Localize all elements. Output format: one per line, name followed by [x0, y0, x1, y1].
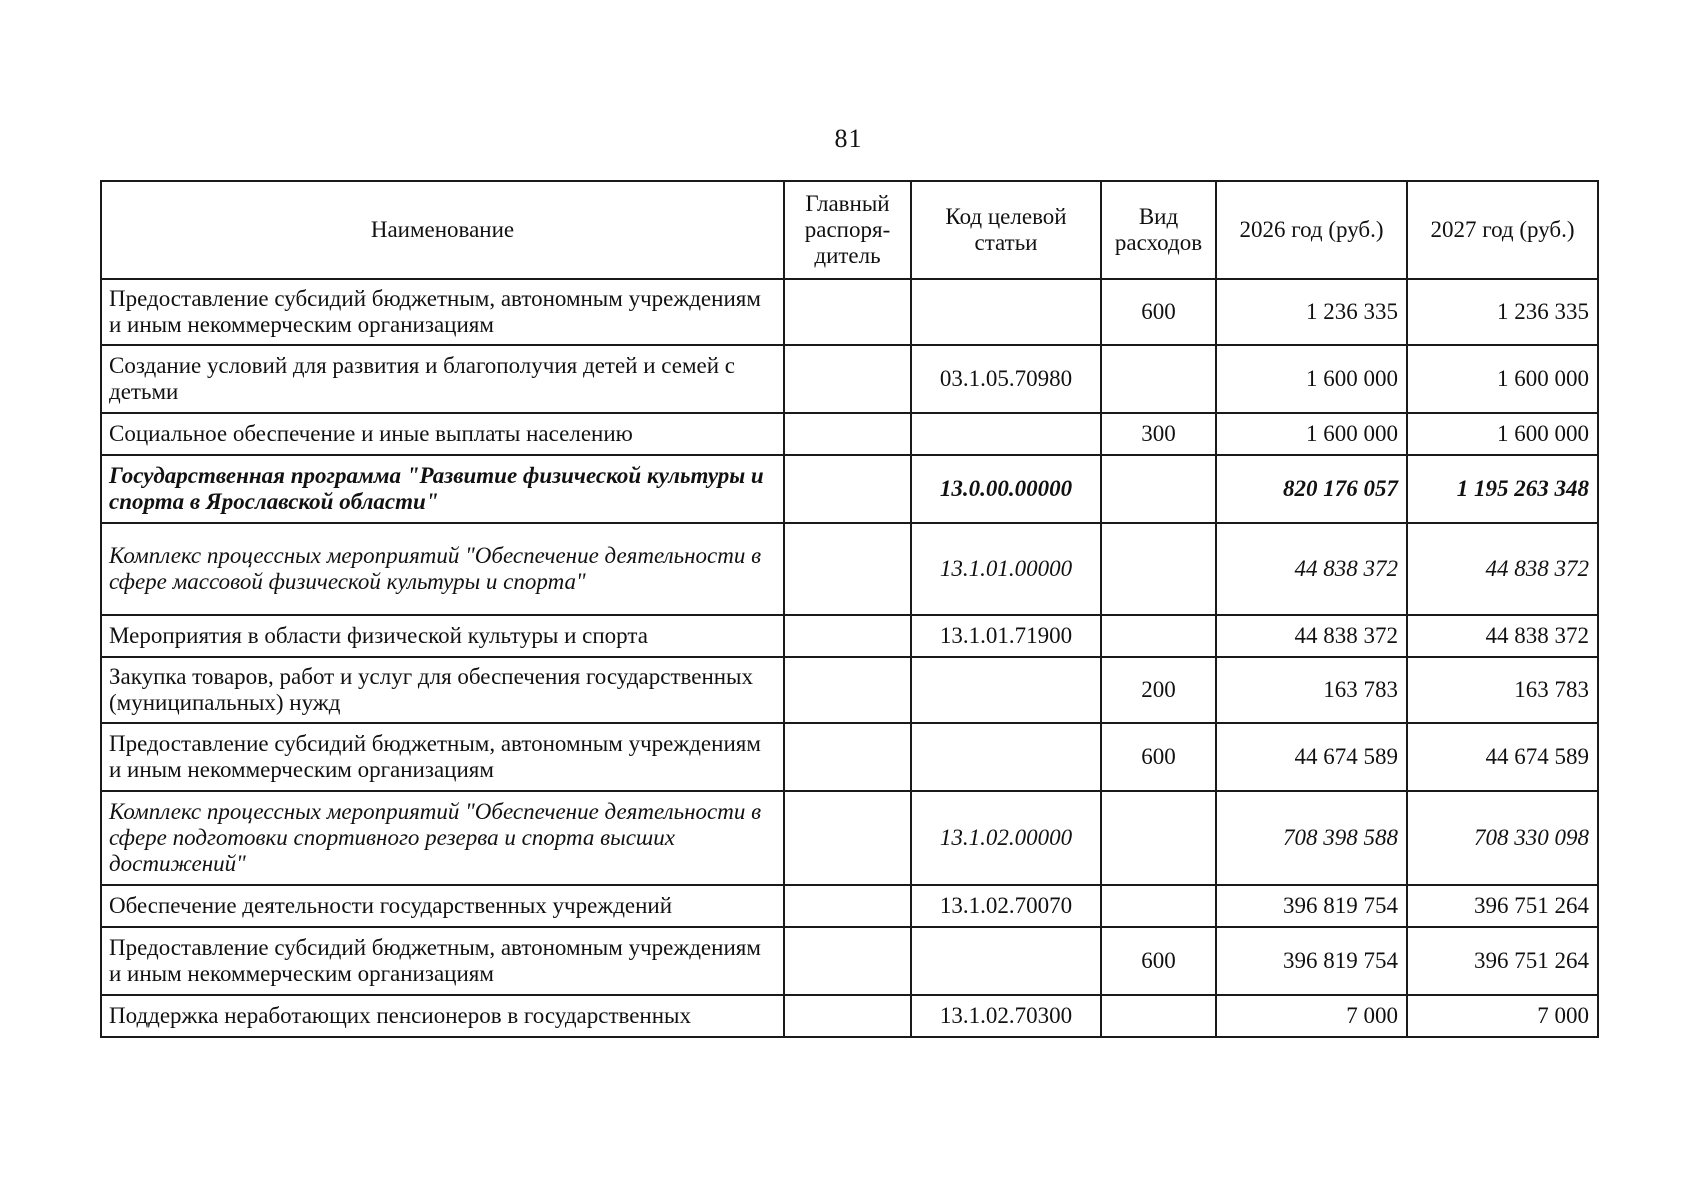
cell-name: Закупка товаров, работ и услуг для обеспечения государственных (муниципальных) нужд: [101, 657, 784, 723]
cell-name: Комплекс процессных мероприятий "Обеспечение деятельности в сфере массовой физической культуры и спорта": [101, 523, 784, 615]
cell-name: Государственная программа "Развитие физической культуры и спорта в Ярославской области": [101, 455, 784, 523]
budget-table: [100, 180, 1599, 1038]
cell-chief-administrator: [784, 927, 911, 995]
cell-year-2026: 44 838 372: [1216, 615, 1407, 657]
cell-year-2027: 1 195 263 348: [1407, 455, 1598, 523]
cell-year-2027: 1 236 335: [1407, 279, 1598, 345]
cell-expense-type: [1101, 455, 1216, 523]
cell-expense-type: 300: [1101, 413, 1216, 455]
header-name: Наименование: [101, 181, 784, 279]
cell-target-code: 13.0.00.00000: [911, 455, 1101, 523]
cell-expense-type: 600: [1101, 723, 1216, 791]
table-row: [101, 927, 1598, 995]
cell-target-code: [911, 657, 1101, 723]
cell-year-2027: 44 838 372: [1407, 523, 1598, 615]
cell-year-2027: 1 600 000: [1407, 345, 1598, 413]
cell-name: Создание условий для развития и благополучия детей и семей с детьми: [101, 345, 784, 413]
cell-year-2027: 44 838 372: [1407, 615, 1598, 657]
cell-chief-administrator: [784, 723, 911, 791]
cell-year-2026: 820 176 057: [1216, 455, 1407, 523]
cell-expense-type: [1101, 615, 1216, 657]
cell-expense-type: [1101, 885, 1216, 927]
table-row: [101, 657, 1598, 723]
header-expense-type: Вид расходов: [1101, 181, 1216, 279]
cell-year-2027: 163 783: [1407, 657, 1598, 723]
table-row: [101, 413, 1598, 455]
cell-expense-type: 600: [1101, 927, 1216, 995]
header-target-code: Код целевой статьи: [911, 181, 1101, 279]
cell-year-2026: 1 600 000: [1216, 413, 1407, 455]
cell-chief-administrator: [784, 345, 911, 413]
cell-chief-administrator: [784, 791, 911, 885]
table-row: [101, 345, 1598, 413]
cell-name: Мероприятия в области физической культуры и спорта: [101, 615, 784, 657]
cell-expense-type: [1101, 345, 1216, 413]
cell-target-code: [911, 927, 1101, 995]
table-header-row: [101, 181, 1598, 279]
cell-target-code: 03.1.05.70980: [911, 345, 1101, 413]
cell-expense-type: 200: [1101, 657, 1216, 723]
cell-name: Комплекс процессных мероприятий "Обеспечение деятельности в сфере подготовки спортивного резерва и спорта высших достижений": [101, 791, 784, 885]
table-row: [101, 279, 1598, 345]
cell-target-code: 13.1.02.70070: [911, 885, 1101, 927]
cell-target-code: 13.1.01.71900: [911, 615, 1101, 657]
table-row: [101, 885, 1598, 927]
cell-target-code: 13.1.01.00000: [911, 523, 1101, 615]
cell-chief-administrator: [784, 657, 911, 723]
table-row: [101, 615, 1598, 657]
cell-year-2027: 7 000: [1407, 995, 1598, 1037]
cell-year-2027: 44 674 589: [1407, 723, 1598, 791]
cell-name: Предоставление субсидий бюджетным, автономным учреждениям и иным некоммерческим организациям: [101, 723, 784, 791]
cell-expense-type: 600: [1101, 279, 1216, 345]
table-row: [101, 995, 1598, 1037]
cell-chief-administrator: [784, 995, 911, 1037]
cell-year-2027: 396 751 264: [1407, 885, 1598, 927]
header-year-2026: 2026 год (руб.): [1216, 181, 1407, 279]
cell-chief-administrator: [784, 413, 911, 455]
cell-chief-administrator: [784, 523, 911, 615]
cell-target-code: [911, 413, 1101, 455]
cell-expense-type: [1101, 791, 1216, 885]
cell-year-2026: 1 600 000: [1216, 345, 1407, 413]
cell-name: Поддержка неработающих пенсионеров в государственных: [101, 995, 784, 1037]
cell-year-2027: 1 600 000: [1407, 413, 1598, 455]
table-body: [101, 279, 1598, 1037]
cell-year-2026: 163 783: [1216, 657, 1407, 723]
table-row: [101, 791, 1598, 885]
cell-target-code: [911, 279, 1101, 345]
cell-name: Социальное обеспечение и иные выплаты населению: [101, 413, 784, 455]
cell-chief-administrator: [784, 279, 911, 345]
cell-expense-type: [1101, 523, 1216, 615]
header-chief-administrator: Главный распоря-дитель: [784, 181, 911, 279]
cell-year-2026: 44 674 589: [1216, 723, 1407, 791]
cell-year-2026: 396 819 754: [1216, 927, 1407, 995]
cell-chief-administrator: [784, 455, 911, 523]
header-year-2027: 2027 год (руб.): [1407, 181, 1598, 279]
page-number: 81: [834, 124, 863, 153]
cell-name: Предоставление субсидий бюджетным, автономным учреждениям и иным некоммерческим организациям: [101, 927, 784, 995]
cell-year-2026: 1 236 335: [1216, 279, 1407, 345]
cell-name: Предоставление субсидий бюджетным, автономным учреждениям и иным некоммерческим организациям: [101, 279, 784, 345]
table-row: [101, 455, 1598, 523]
cell-target-code: [911, 723, 1101, 791]
cell-target-code: 13.1.02.00000: [911, 791, 1101, 885]
cell-year-2027: 708 330 098: [1407, 791, 1598, 885]
table-row: [101, 523, 1598, 615]
cell-target-code: 13.1.02.70300: [911, 995, 1101, 1037]
cell-year-2026: 396 819 754: [1216, 885, 1407, 927]
cell-year-2026: 7 000: [1216, 995, 1407, 1037]
cell-chief-administrator: [784, 615, 911, 657]
cell-year-2026: 708 398 588: [1216, 791, 1407, 885]
cell-expense-type: [1101, 995, 1216, 1037]
cell-name: Обеспечение деятельности государственных учреждений: [101, 885, 784, 927]
cell-chief-administrator: [784, 885, 911, 927]
cell-year-2026: 44 838 372: [1216, 523, 1407, 615]
table-row: [101, 723, 1598, 791]
cell-year-2027: 396 751 264: [1407, 927, 1598, 995]
